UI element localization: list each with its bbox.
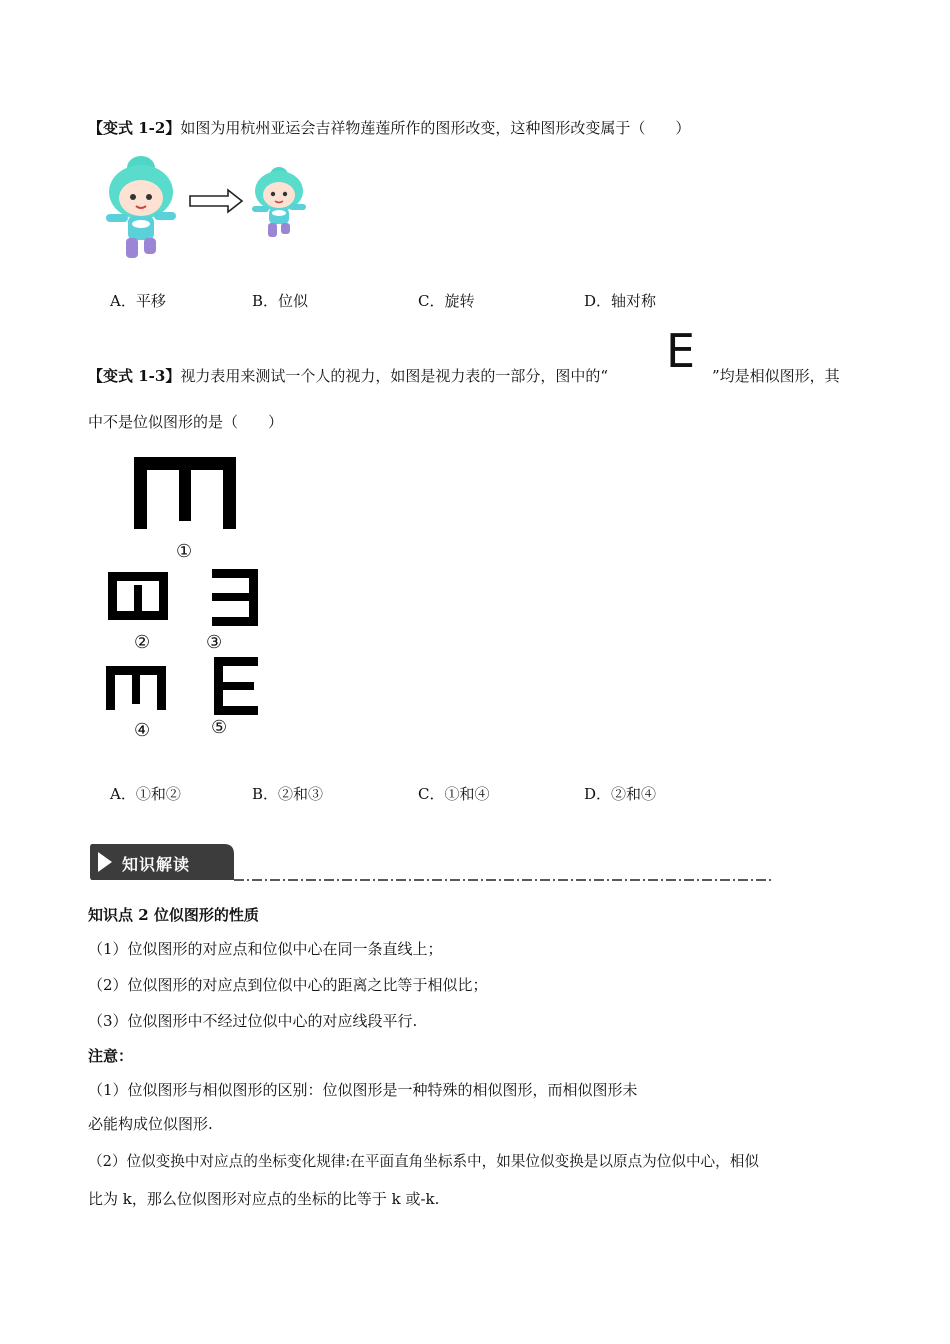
mascot-large-image	[106, 156, 176, 258]
question-1-2-stem	[88, 118, 690, 138]
note-title: 注意：	[88, 1047, 134, 1065]
mascot-small-image	[252, 167, 306, 237]
kp2-item-1: （1）位似图形的对应点和位似中心在同一条直线上；	[88, 940, 443, 958]
inline-e-symbol: E	[666, 324, 696, 378]
e-symbol-3	[212, 569, 258, 626]
option-a: A．平移	[110, 292, 166, 310]
note-2-line2: 比为 k，那么位似图形对应点的坐标的比等于 k 或-k.	[88, 1190, 440, 1208]
note-1-line2: 必能构成位似图形.	[88, 1115, 213, 1133]
option-c: C．旋转	[418, 292, 475, 310]
question-tag: 【变式 1-3】	[88, 367, 181, 385]
label-3: ③	[206, 632, 223, 653]
e-symbol-5	[214, 657, 258, 715]
question-text: 如图为用杭州亚运会吉祥物莲莲所作的图形改变，这种图形改变属于（ ）	[180, 119, 691, 137]
option-c: C．①和④	[418, 785, 490, 803]
banner-label: 知识解读	[122, 855, 191, 874]
e-symbol-2	[108, 572, 168, 620]
e-symbol-1	[134, 457, 236, 529]
option-b: B．位似	[252, 292, 309, 310]
question-text: 视力表用来测试一个人的视力，如图是视力表的一部分，图中的“	[180, 367, 608, 385]
mascot-transform-figure	[96, 150, 326, 262]
note-1-line1: （1）位似图形与相似图形的区别：位似图形是一种特殊的相似图形，而相似图形未	[88, 1081, 638, 1099]
question-1-3-stem-line1	[88, 366, 608, 386]
option-d: D．②和④	[584, 785, 657, 803]
eye-chart-figure	[100, 455, 270, 745]
question-tag: 【变式 1-2】	[88, 119, 181, 137]
label-1: ①	[176, 541, 193, 562]
kp2-item-2: （2）位似图形的对应点到位似中心的距离之比等于相似比；	[88, 976, 488, 994]
option-d: D．轴对称	[584, 292, 657, 310]
question-1-3-stem-line1-end: ”均是相似图形，其	[712, 367, 840, 385]
option-b: B．②和③	[252, 785, 324, 803]
label-2: ②	[134, 632, 151, 653]
note-2-line1: （2）位似变换中对应点的坐标变化规律:在平面直角坐标系中，如果位似变换是以原点为位似中心，相似	[88, 1153, 759, 1170]
label-5: ⑤	[211, 717, 228, 738]
label-4: ④	[134, 720, 151, 741]
e-symbol-4	[106, 666, 166, 710]
kp2-item-3: （3）位似图形中不经过位似中心的对应线段平行.	[88, 1012, 418, 1030]
kp2-title: 知识点 2 位似图形的性质	[88, 906, 259, 924]
transform-arrow-icon	[190, 190, 242, 212]
option-a: A．①和②	[110, 785, 181, 803]
section-banner	[88, 840, 773, 886]
question-1-3-stem-line2: 中不是位似图形的是（ ）	[88, 413, 284, 431]
